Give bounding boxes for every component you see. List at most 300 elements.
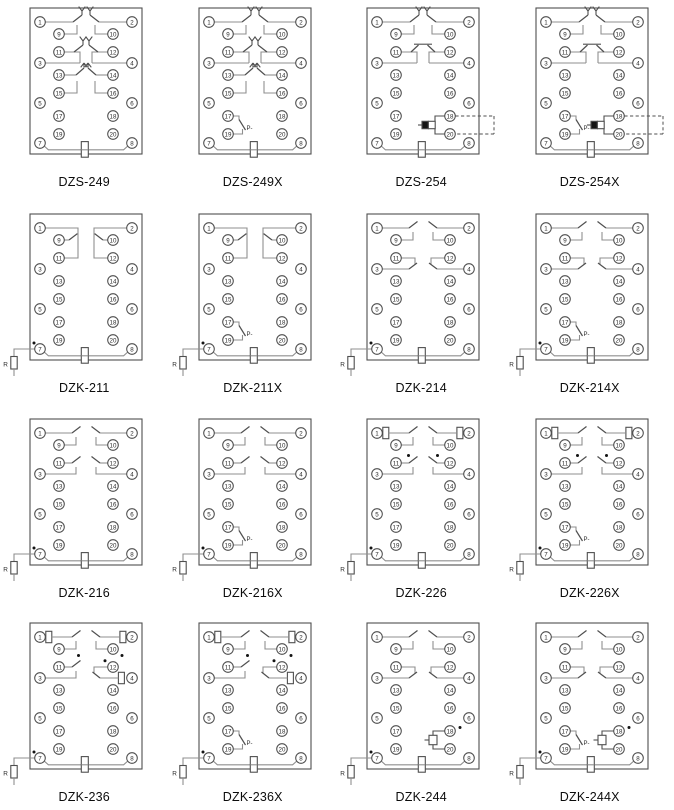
terminal-number: 1 (544, 430, 548, 438)
terminal-number: 15 (55, 296, 63, 304)
terminal-number: 20 (278, 131, 286, 139)
terminal-number: 11 (561, 49, 568, 57)
terminal-number: 15 (55, 90, 63, 98)
terminal-number: 18 (615, 113, 623, 121)
terminal-number: 15 (392, 501, 400, 509)
terminal-number: 15 (224, 501, 232, 509)
dashed-external-link (456, 116, 495, 134)
diagram-label: DZS-249X (222, 175, 283, 189)
polarity-dot (289, 654, 292, 657)
terminal-number: 20 (278, 337, 286, 345)
polarity-dot (272, 659, 275, 662)
terminal-number: 7 (207, 346, 211, 354)
diagram-cell-dzs-254x (506, 0, 674, 196)
resistor-label: R (171, 361, 177, 369)
relay-case-outline (199, 214, 311, 360)
terminal-number: 19 (392, 746, 400, 754)
terminal-number: 8 (299, 755, 303, 763)
terminal-number: 5 (207, 715, 211, 723)
terminal-number: 1 (544, 19, 548, 27)
terminal-number: 5 (38, 100, 42, 108)
terminal-number: 4 (636, 266, 640, 274)
terminal-number: 10 (446, 646, 454, 654)
terminal-number: 4 (467, 266, 471, 274)
relay-wiring-drawing (337, 411, 505, 585)
terminal-number: 3 (544, 471, 548, 479)
terminal-number: 15 (392, 90, 400, 98)
terminal-number: 12 (109, 255, 117, 263)
terminal-number: 4 (130, 471, 134, 479)
terminal-number: 3 (38, 60, 42, 68)
terminal-number: 6 (299, 715, 303, 723)
terminal-number: 20 (278, 746, 286, 754)
terminal-number: 10 (278, 237, 286, 245)
terminal-number: 13 (561, 278, 569, 286)
arrow-contact-icon (253, 63, 260, 68)
terminal-number: 11 (393, 460, 400, 468)
terminal-number: 2 (467, 634, 471, 642)
terminal-number: 1 (375, 19, 379, 27)
terminal-number: 20 (615, 746, 623, 754)
diagram-label: DZK-211 (59, 381, 110, 395)
diagram-cell-dzk-214 (337, 196, 506, 401)
terminal-number: 1 (375, 430, 379, 438)
terminal-number: 16 (446, 296, 454, 304)
relay-wiring-drawing (337, 206, 505, 380)
terminal-number: 2 (130, 225, 134, 233)
terminal-number: 10 (109, 442, 117, 450)
terminal-number: 15 (224, 705, 232, 713)
terminal-number: 3 (375, 675, 379, 683)
terminal-number: 19 (392, 337, 400, 345)
terminal-number: 10 (615, 442, 623, 450)
relay-wiring-drawing (169, 411, 337, 585)
diagram-label: DZK-226 (395, 586, 447, 600)
terminal-number: 11 (561, 460, 568, 468)
terminal-number: 17 (224, 524, 232, 532)
terminal-number: 15 (392, 296, 400, 304)
relay-wiring-drawing (169, 206, 337, 380)
terminal-number: 19 (561, 131, 569, 139)
terminal-number: 7 (38, 346, 42, 354)
terminal-number: 9 (226, 442, 230, 450)
terminal-number: 2 (130, 19, 134, 27)
terminal-number: 16 (278, 296, 286, 304)
terminal-number: 12 (109, 460, 117, 468)
terminal-number: 10 (446, 442, 454, 450)
terminal-number: 17 (55, 319, 63, 327)
terminal-number: 18 (446, 524, 454, 532)
terminal-number: 10 (615, 646, 623, 654)
relay-case-outline (367, 8, 479, 154)
terminal-number: 19 (55, 746, 63, 754)
terminal-number: 16 (446, 705, 454, 713)
terminal-number: 11 (393, 49, 400, 57)
arrow-contact-icon (80, 37, 87, 45)
terminal-number: 11 (224, 49, 231, 57)
terminal-number: 4 (636, 675, 640, 683)
terminal-number: 5 (207, 100, 211, 108)
relay-wiring-drawing (0, 615, 168, 789)
terminal-number: 3 (207, 266, 211, 274)
diagram-label: DZK-244 (395, 790, 447, 804)
terminal-number: 16 (278, 501, 286, 509)
terminal-number: 5 (207, 511, 211, 519)
terminal-number: 8 (299, 551, 303, 559)
terminal-number: 6 (299, 511, 303, 519)
polarity-dot (77, 654, 80, 657)
p-contact-label: P- (583, 332, 590, 338)
terminal-number: 14 (615, 72, 623, 80)
terminal-number: 8 (467, 755, 471, 763)
terminal-number: 1 (38, 430, 42, 438)
relay-case-outline (30, 8, 142, 154)
terminal-number: 18 (109, 113, 117, 121)
resistor-label: R (3, 770, 9, 778)
terminal-number: 9 (394, 646, 398, 654)
relay-case-outline (30, 623, 142, 769)
p-contact-label: P- (583, 126, 590, 132)
terminal-number: 5 (375, 306, 379, 314)
terminal-number: 1 (38, 19, 42, 27)
terminal-number: 15 (224, 90, 232, 98)
terminal-number: 6 (467, 715, 471, 723)
polarity-dot (201, 547, 204, 550)
terminal-number: 13 (392, 687, 400, 695)
polarity-dot (33, 547, 36, 550)
resistor-label: R (340, 361, 346, 369)
terminal-number: 15 (561, 705, 569, 713)
terminal-number: 7 (544, 140, 548, 148)
p-contact-label: P- (246, 332, 253, 338)
diagram-cell-dzk-244 (337, 605, 506, 810)
terminal-number: 7 (38, 140, 42, 148)
terminal-number: 5 (38, 511, 42, 519)
arrow-contact-icon (85, 63, 92, 68)
terminal-number: 5 (38, 715, 42, 723)
diagram-cell-dzk-216x (169, 401, 338, 605)
terminal-number: 18 (278, 524, 286, 532)
relay-case-outline (199, 419, 311, 565)
terminal-number: 6 (636, 306, 640, 314)
terminal-number: 17 (55, 113, 63, 121)
terminal-number: 16 (446, 501, 454, 509)
terminal-number: 9 (563, 237, 567, 245)
terminal-number: 12 (615, 664, 623, 672)
terminal-number: 18 (615, 728, 623, 736)
diagram-cell-dzs-254 (337, 0, 506, 196)
terminal-number: 11 (224, 664, 231, 672)
terminal-number: 16 (615, 501, 623, 509)
terminal-number: 12 (109, 49, 117, 57)
diagram-label: DZK-214 (395, 381, 447, 395)
terminal-number: 19 (392, 542, 400, 550)
diagram-cell-dzk-226x (506, 401, 674, 605)
p-contact-label: P- (246, 537, 253, 543)
terminal-number: 5 (375, 511, 379, 519)
terminal-number: 3 (207, 675, 211, 683)
relay-wiring-drawing (0, 0, 168, 174)
terminal-number: 9 (226, 237, 230, 245)
diagram-label: DZS-254X (559, 175, 620, 189)
terminal-number: 4 (130, 675, 134, 683)
terminal-number: 2 (636, 225, 640, 233)
terminal-number: 17 (55, 728, 63, 736)
terminal-number: 14 (615, 483, 623, 491)
terminal-number: 6 (299, 306, 303, 314)
terminal-number: 6 (130, 100, 134, 108)
terminal-number: 15 (55, 705, 63, 713)
terminal-number: 2 (636, 634, 640, 642)
terminal-number: 4 (636, 60, 640, 68)
relay-wiring-drawing (506, 0, 674, 174)
terminal-number: 3 (544, 675, 548, 683)
terminal-number: 5 (207, 306, 211, 314)
terminal-number: 17 (224, 728, 232, 736)
terminal-number: 12 (446, 255, 454, 263)
relay-case-outline (367, 623, 479, 769)
relay-wiring-drawing (337, 0, 505, 174)
terminal-number: 9 (394, 31, 398, 39)
terminal-number: 2 (467, 19, 471, 27)
relay-case-outline (367, 214, 479, 360)
terminal-number: 1 (207, 634, 211, 642)
terminal-number: 4 (299, 471, 303, 479)
polarity-dot (436, 454, 439, 457)
terminal-number: 12 (109, 664, 117, 672)
terminal-number: 11 (224, 460, 231, 468)
terminal-number: 14 (278, 687, 286, 695)
terminal-number: 4 (130, 266, 134, 274)
terminal-number: 19 (55, 542, 63, 550)
terminal-number: 9 (563, 31, 567, 39)
terminal-number: 20 (615, 131, 623, 139)
terminal-number: 15 (561, 501, 569, 509)
relay-case-outline (30, 419, 142, 565)
terminal-number: 11 (393, 255, 400, 263)
terminal-number: 9 (57, 442, 61, 450)
terminal-number: 6 (299, 100, 303, 108)
terminal-number: 15 (55, 501, 63, 509)
terminal-number: 8 (636, 346, 640, 354)
terminal-number: 10 (278, 442, 286, 450)
terminal-number: 7 (207, 755, 211, 763)
polarity-dot (538, 547, 541, 550)
terminal-number: 18 (109, 319, 117, 327)
terminal-number: 3 (375, 266, 379, 274)
polarity-dot (407, 454, 410, 457)
polarity-dot (627, 726, 630, 729)
terminal-number: 5 (544, 511, 548, 519)
terminal-number: 10 (278, 31, 286, 39)
terminal-number: 18 (278, 319, 286, 327)
polarity-dot (459, 726, 462, 729)
terminal-number: 4 (130, 60, 134, 68)
terminal-number: 5 (544, 306, 548, 314)
terminal-number: 5 (544, 100, 548, 108)
terminal-number: 10 (109, 237, 117, 245)
terminal-number: 17 (392, 113, 400, 121)
terminal-number: 7 (375, 346, 379, 354)
relay-case-outline (30, 214, 142, 360)
terminal-number: 12 (446, 49, 454, 57)
terminal-number: 5 (38, 306, 42, 314)
terminal-number: 14 (278, 72, 286, 80)
relay-case-outline (536, 214, 648, 360)
relay-case-outline (199, 623, 311, 769)
relay-case-outline (536, 8, 648, 154)
diagram-label: DZK-244X (559, 790, 620, 804)
terminal-number: 6 (636, 715, 640, 723)
terminal-number: 4 (467, 60, 471, 68)
terminal-number: 17 (561, 319, 569, 327)
terminal-number: 3 (544, 60, 548, 68)
terminal-number: 16 (109, 501, 117, 509)
relay-wiring-drawing (0, 411, 168, 585)
diagram-cell-dzk-244x (506, 605, 674, 810)
terminal-number: 2 (130, 634, 134, 642)
diagram-label: DZK-236 (58, 790, 110, 804)
relay-wiring-drawing (169, 615, 337, 789)
terminal-number: 20 (446, 542, 454, 550)
terminal-number: 4 (467, 471, 471, 479)
terminal-number: 17 (224, 319, 232, 327)
terminal-number: 20 (446, 746, 454, 754)
terminal-number: 10 (278, 646, 286, 654)
terminal-number: 19 (55, 131, 63, 139)
terminal-number: 9 (57, 646, 61, 654)
polarity-dot (246, 654, 249, 657)
p-contact-label: P- (246, 741, 253, 747)
terminal-number: 9 (226, 31, 230, 39)
terminal-number: 6 (467, 100, 471, 108)
terminal-number: 1 (38, 634, 42, 642)
arrow-contact-icon (86, 37, 93, 45)
terminal-number: 16 (109, 296, 117, 304)
terminal-number: 16 (109, 90, 117, 98)
polarity-dot (104, 659, 107, 662)
polarity-dot (538, 751, 541, 754)
terminal-number: 6 (636, 100, 640, 108)
terminal-number: 14 (446, 278, 454, 286)
polarity-dot (33, 342, 36, 345)
terminal-number: 6 (130, 511, 134, 519)
diagram-label: DZS-249 (58, 175, 110, 189)
terminal-number: 12 (615, 460, 623, 468)
terminal-number: 4 (467, 675, 471, 683)
resistor-label: R (508, 770, 514, 778)
terminal-number: 5 (544, 715, 548, 723)
terminal-number: 9 (226, 646, 230, 654)
polarity-dot (201, 751, 204, 754)
diagram-label: DZK-216X (222, 586, 283, 600)
diagram-cell-dzk-226 (337, 401, 506, 605)
polarity-dot (201, 342, 204, 345)
terminal-number: 16 (446, 90, 454, 98)
diagram-label: DZK-214X (559, 381, 620, 395)
terminal-number: 11 (561, 664, 568, 672)
terminal-number: 3 (38, 675, 42, 683)
terminal-number: 18 (446, 319, 454, 327)
diagram-cell-dzs-249x (169, 0, 338, 196)
terminal-number: 16 (615, 90, 623, 98)
arrow-contact-icon (248, 37, 255, 45)
terminal-number: 13 (561, 687, 569, 695)
relay-wiring-drawing (506, 411, 674, 585)
terminal-number: 16 (615, 296, 623, 304)
terminal-number: 2 (130, 430, 134, 438)
terminal-number: 20 (109, 746, 117, 754)
terminal-number: 10 (615, 31, 623, 39)
diagram-cell-dzk-236x (169, 605, 338, 810)
terminal-number: 2 (299, 19, 303, 27)
terminal-number: 6 (130, 715, 134, 723)
terminal-number: 7 (375, 755, 379, 763)
p-contact-label: P- (583, 537, 590, 543)
terminal-number: 14 (109, 72, 117, 80)
terminal-number: 12 (278, 255, 286, 263)
terminal-number: 20 (615, 542, 623, 550)
terminal-number: 14 (109, 687, 117, 695)
terminal-number: 1 (544, 225, 548, 233)
polarity-dot (576, 454, 579, 457)
terminal-number: 8 (467, 346, 471, 354)
terminal-number: 13 (55, 72, 63, 80)
terminal-number: 14 (278, 278, 286, 286)
terminal-number: 13 (224, 687, 232, 695)
terminal-number: 4 (299, 675, 303, 683)
terminal-number: 16 (278, 705, 286, 713)
terminal-number: 17 (55, 524, 63, 532)
terminal-number: 2 (299, 634, 303, 642)
relay-wiring-drawing (506, 615, 674, 789)
terminal-number: 18 (446, 113, 454, 121)
resistor-label: R (340, 566, 346, 574)
relay-wiring-drawing (506, 206, 674, 380)
terminal-number: 15 (561, 90, 569, 98)
terminal-number: 17 (561, 728, 569, 736)
terminal-number: 2 (299, 225, 303, 233)
diagram-label: DZK-226X (559, 586, 620, 600)
terminal-number: 20 (278, 542, 286, 550)
terminal-number: 20 (109, 542, 117, 550)
terminal-number: 6 (467, 511, 471, 519)
terminal-number: 14 (615, 278, 623, 286)
terminal-number: 3 (544, 266, 548, 274)
terminal-number: 7 (375, 551, 379, 559)
terminal-number: 13 (561, 72, 569, 80)
relay-case-outline (536, 419, 648, 565)
terminal-number: 11 (56, 49, 63, 57)
terminal-number: 18 (615, 319, 623, 327)
terminal-number: 15 (561, 296, 569, 304)
terminal-number: 12 (278, 664, 286, 672)
terminal-number: 16 (109, 705, 117, 713)
terminal-number: 18 (446, 728, 454, 736)
resistor-label: R (3, 566, 9, 574)
terminal-number: 11 (393, 664, 400, 672)
terminal-number: 9 (394, 442, 398, 450)
terminal-number: 13 (55, 687, 63, 695)
resistor-label: R (171, 566, 177, 574)
relay-case-outline (367, 419, 479, 565)
terminal-number: 19 (224, 746, 232, 754)
terminal-number: 3 (38, 266, 42, 274)
terminal-number: 14 (446, 72, 454, 80)
terminal-number: 13 (224, 278, 232, 286)
terminal-number: 18 (278, 728, 286, 736)
terminal-number: 15 (392, 705, 400, 713)
